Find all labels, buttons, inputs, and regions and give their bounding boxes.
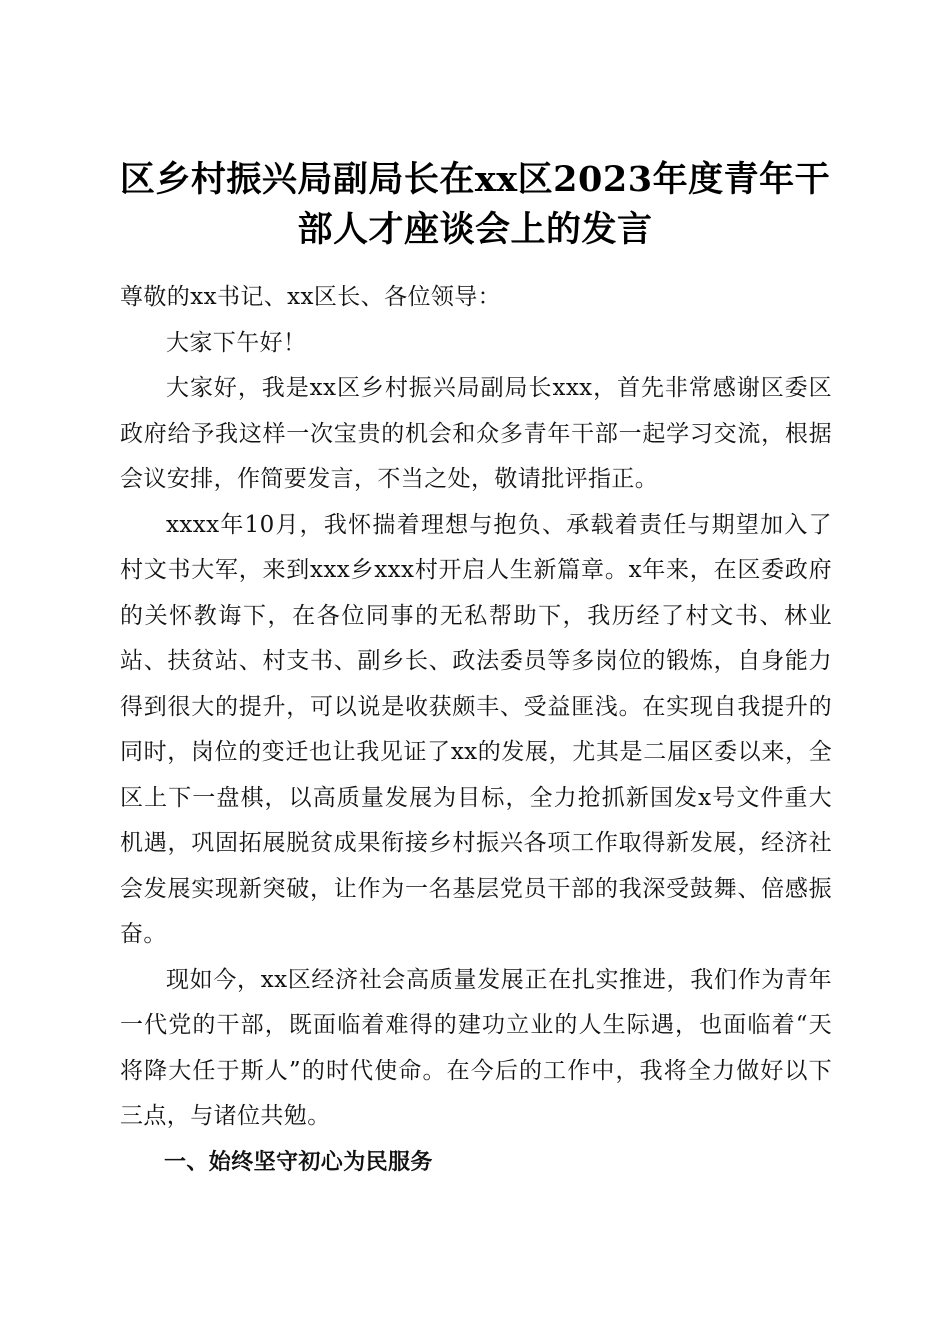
section-heading: 一、始终坚守初心为民服务 xyxy=(164,1149,433,1175)
salutation: 尊敬的xx书记、xx区长、各位领导： xyxy=(120,284,502,310)
paragraph-introduction: 大家好，我是xx区乡村振兴局副局长xxx，首先非常感谢区委区政府给予我这样一次宝贵的机会和众多青年干部一起学习交流，根据会议安排，作简要发言，不当之处，敬请批评指正。 xyxy=(120,375,832,492)
title-line-2: 部人才座谈会上的发言 xyxy=(297,209,653,251)
document-title xyxy=(100,155,850,255)
greeting: 大家下午好！ xyxy=(166,329,307,356)
paragraph-outlook: 现如今，xx区经济社会高质量发展正在扎实推进，我们作为青年一代党的干部，既面临着难得的建功立业的人生际遇，也面临着“天将降大任于斯人”的时代使命。在今后的工作中，我将全力做好以下三点，与诸位共勉。 xyxy=(120,966,832,1129)
paragraph-experience: xxxx年10月，我怀揣着理想与抱负、承载着责任与期望加入了村文书大军，来到xxx乡xxx村开启人生新篇章。x年来，在区委政府的关怀教诲下，在各位同事的无私帮助下，我历经了村文书、林业站、扶贫站、村支书、副乡长、政法委员等多岗位的锻炼，自身能力得到很大的提升，可以说是收获颇丰、受益匪浅。在实现自我提升的同时，岗位的变迁也让我见证了xx的发展，尤其是二届区委以来，全区上下一盘棋，以高质量发展为目标，全力抢抓新国发x号文件重大机遇，巩固拓展脱贫成果衔接乡村振兴各项工作取得新发展，经济社会发展实现新突破，让作为一名基层党员干部的我深受鼓舞、倍感振奋。 xyxy=(120,511,832,947)
document-body xyxy=(120,275,832,1185)
title-line-1: 区乡村振兴局副局长在xx区2023年度青年干 xyxy=(119,159,831,201)
